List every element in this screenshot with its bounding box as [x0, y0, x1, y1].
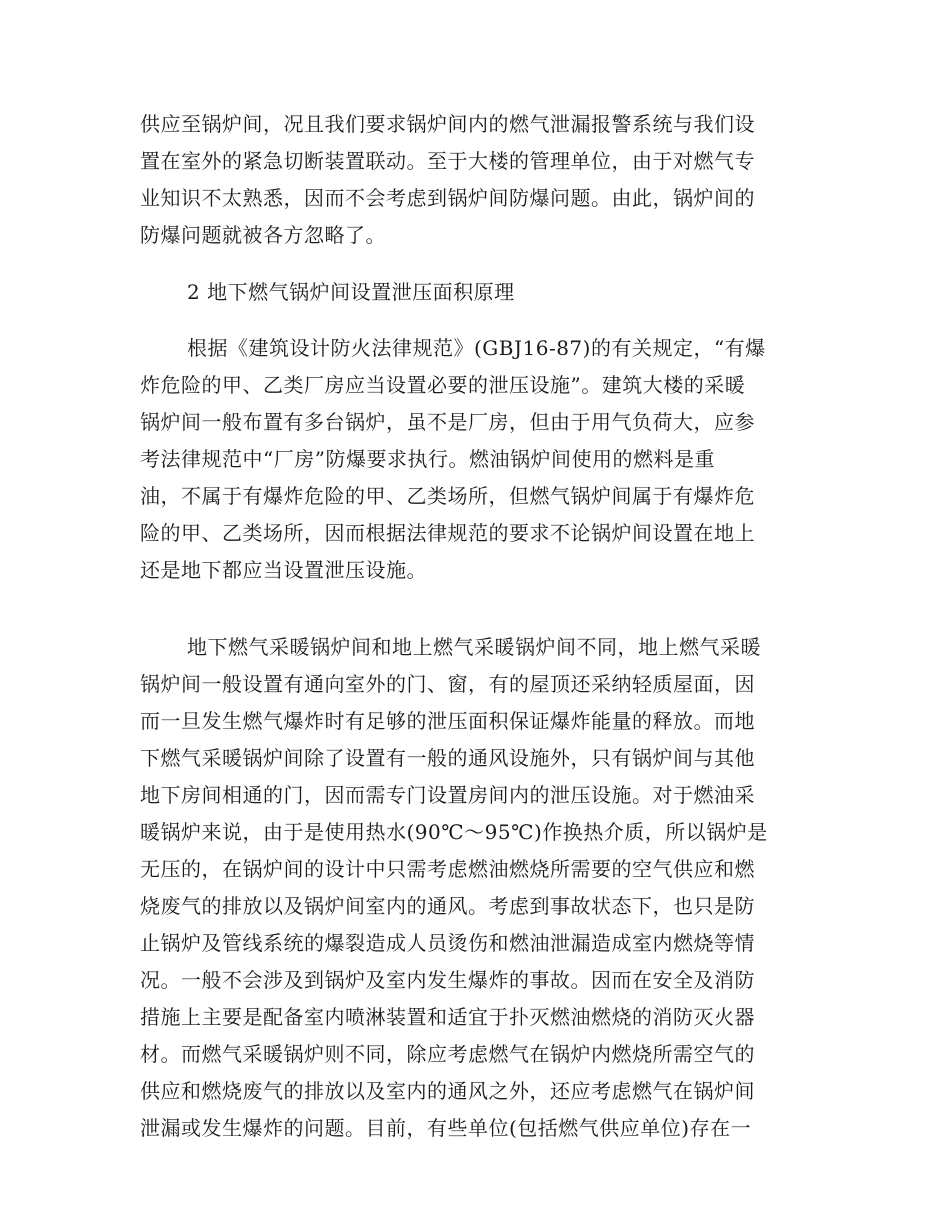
- paragraph-line: 暖锅炉来说，由于是使用热水(90℃～95℃)作换热介质，所以锅炉是: [140, 820, 768, 844]
- paragraph-line: 根据《建筑设计防火法律规范》(GBJ16-87)的有关规定，“有爆: [187, 336, 766, 360]
- paragraph-line: 泄漏或发生爆炸的问题。目前，有些单位(包括燃气供应单位)存在一: [140, 1116, 752, 1140]
- paragraph-line: 况。一般不会涉及到锅炉及室内发生爆炸的事故。因而在安全及消防: [140, 968, 755, 992]
- paragraph-line: 考法律规范中“厂房”防爆要求执行。燃油锅炉间使用的燃料是重: [140, 447, 715, 471]
- paragraph-line: 险的甲、乙类场所，因而根据法律规范的要求不论锅炉间设置在地上: [140, 521, 755, 545]
- section-heading: 2 地下燃气锅炉间设置泄压面积原理: [187, 280, 515, 304]
- paragraph-line: 业知识不太熟悉，因而不会考虑到锅炉间防爆问题。由此，锅炉间的: [140, 186, 755, 210]
- paragraph-line: 烧废气的排放以及锅炉间室内的通风。考虑到事故状态下，也只是防: [140, 894, 755, 918]
- paragraph-line: 锅炉间一般布置有多台锅炉，虽不是厂房，但由于用气负荷大，应参: [140, 410, 755, 434]
- paragraph-line: 措施上主要是配备室内喷淋装置和适宜于扑灭燃油燃烧的消防灭火器: [140, 1005, 755, 1029]
- paragraph-line: 锅炉间一般设置有通向室外的门、窗，有的屋顶还采纳轻质屋面，因: [140, 672, 755, 696]
- paragraph-line: 置在室外的紧急切断装置联动。至于大楼的管理单位，由于对燃气专: [140, 149, 755, 173]
- paragraph-line: 地下燃气采暖锅炉间和地上燃气采暖锅炉间不同，地上燃气采暖: [187, 635, 761, 659]
- paragraph-line: 材。而燃气采暖锅炉则不同，除应考虑燃气在锅炉内燃烧所需空气的: [140, 1042, 755, 1066]
- paragraph-line: 供应至锅炉间，况且我们要求锅炉间内的燃气泄漏报警系统与我们设: [140, 112, 755, 136]
- paragraph-line: 地下房间相通的门，因而需专门设置房间内的泄压设施。对于燃油采: [140, 783, 755, 807]
- paragraph-line: 而一旦发生燃气爆炸时有足够的泄压面积保证爆炸能量的释放。而地: [140, 709, 755, 733]
- paragraph-line: 还是地下都应当设置泄压设施。: [140, 558, 427, 582]
- paragraph-line: 止锅炉及管线系统的爆裂造成人员烫伤和燃油泄漏造成室内燃烧等情: [140, 931, 755, 955]
- paragraph-line: 炸危险的甲、乙类厂房应当设置必要的泄压设施”。建筑大楼的采暖: [140, 373, 746, 397]
- paragraph-line: 下燃气采暖锅炉间除了设置有一般的通风设施外，只有锅炉间与其他: [140, 746, 755, 770]
- paragraph-line: 油，不属于有爆炸危险的甲、乙类场所，但燃气锅炉间属于有爆炸危: [140, 484, 755, 508]
- paragraph-line: 供应和燃烧废气的排放以及室内的通风之外，还应考虑燃气在锅炉间: [140, 1079, 755, 1103]
- paragraph-line: 防爆问题就被各方忽略了。: [140, 223, 386, 247]
- paragraph-line: 无压的，在锅炉间的设计中只需考虑燃油燃烧所需要的空气供应和燃: [140, 857, 755, 881]
